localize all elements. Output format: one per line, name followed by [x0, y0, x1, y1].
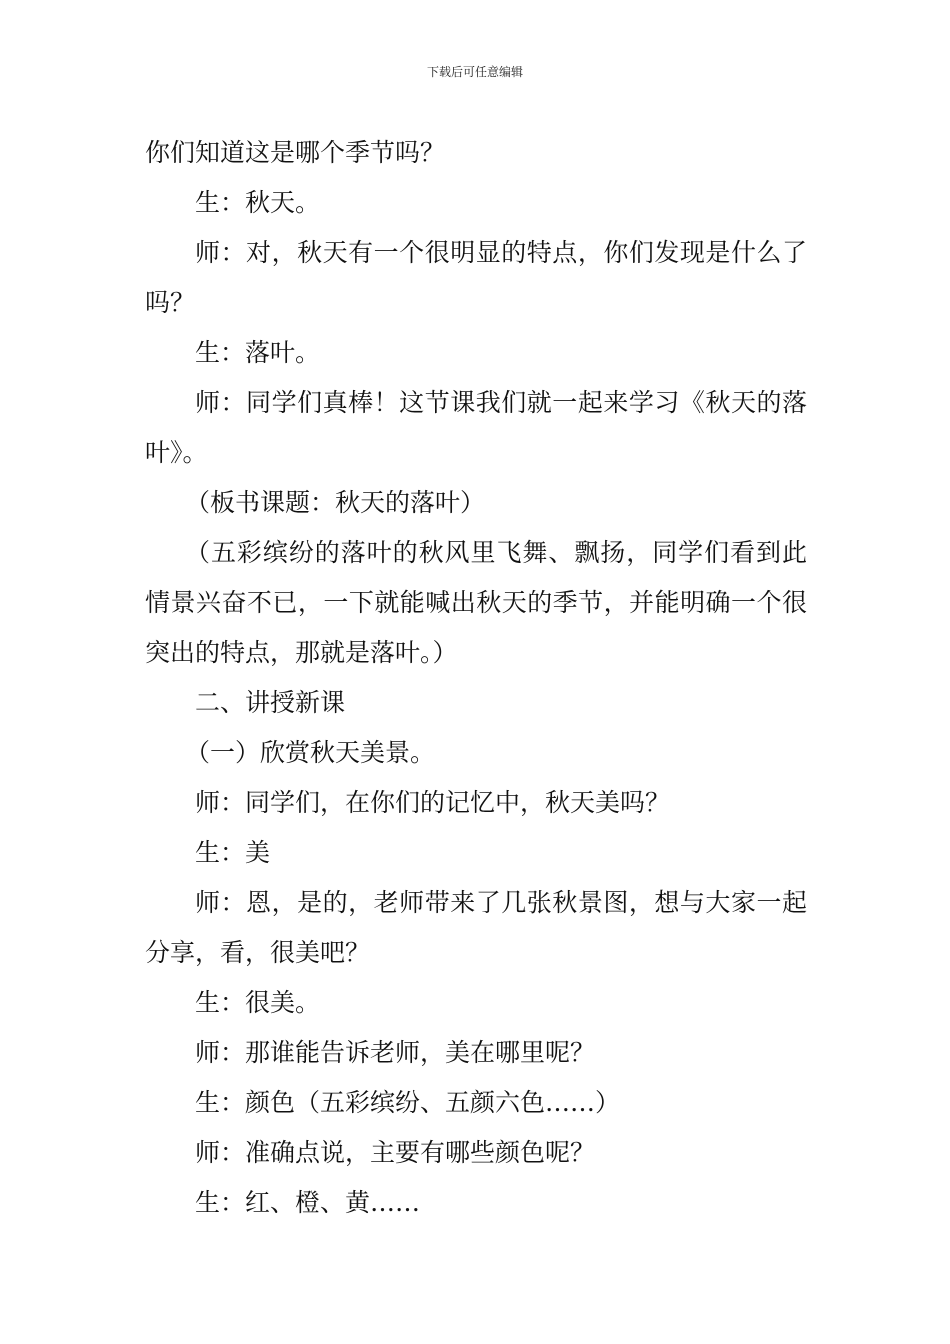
paragraph-5: 师：同学们真棒！这节课我们就一起来学习《秋天的落叶》。 [145, 388, 807, 467]
page-header: 下载后可任意编辑 [426, 65, 523, 79]
paragraph-1: 你们知道这是哪个季节吗？ [145, 138, 446, 167]
document-body [145, 128, 807, 1228]
paragraph-13: 生：很美。 [195, 988, 321, 1017]
paragraph-3: 师：对，秋天有一个很明显的特点，你们发现是什么了吗？ [145, 238, 807, 317]
paragraph-16: 师：准确点说，主要有哪些颜色呢？ [195, 1138, 596, 1167]
subsection-heading: （一）欣赏秋天美景。 [185, 738, 436, 767]
paragraph-15: 生：颜色（五彩缤纷、五颜六色……） [195, 1088, 621, 1117]
paragraph-12: 师：恩，是的，老师带来了几张秋景图，想与大家一起分享，看，很美吧？ [145, 888, 807, 967]
paragraph-10: 师：同学们，在你们的记忆中，秋天美吗？ [195, 788, 671, 817]
paragraph-7: （五彩缤纷的落叶的秋风里飞舞、飘扬，同学们看到此情景兴奋不已，一下就能喊出秋天的季节，并能明确一个很突出的特点，那就是落叶。） [145, 538, 807, 667]
paragraph-14: 师：那谁能告诉老师，美在哪里呢？ [195, 1038, 596, 1067]
paragraph-17: 生：红、橙、黄…… [195, 1188, 421, 1217]
paragraph-6: （板书课题：秋天的落叶） [185, 488, 486, 517]
paragraph-2: 生：秋天。 [195, 188, 321, 217]
paragraph-11: 生：美 [195, 838, 271, 867]
paragraph-4: 生：落叶。 [195, 338, 321, 367]
section-heading: 二、讲授新课 [195, 688, 346, 717]
